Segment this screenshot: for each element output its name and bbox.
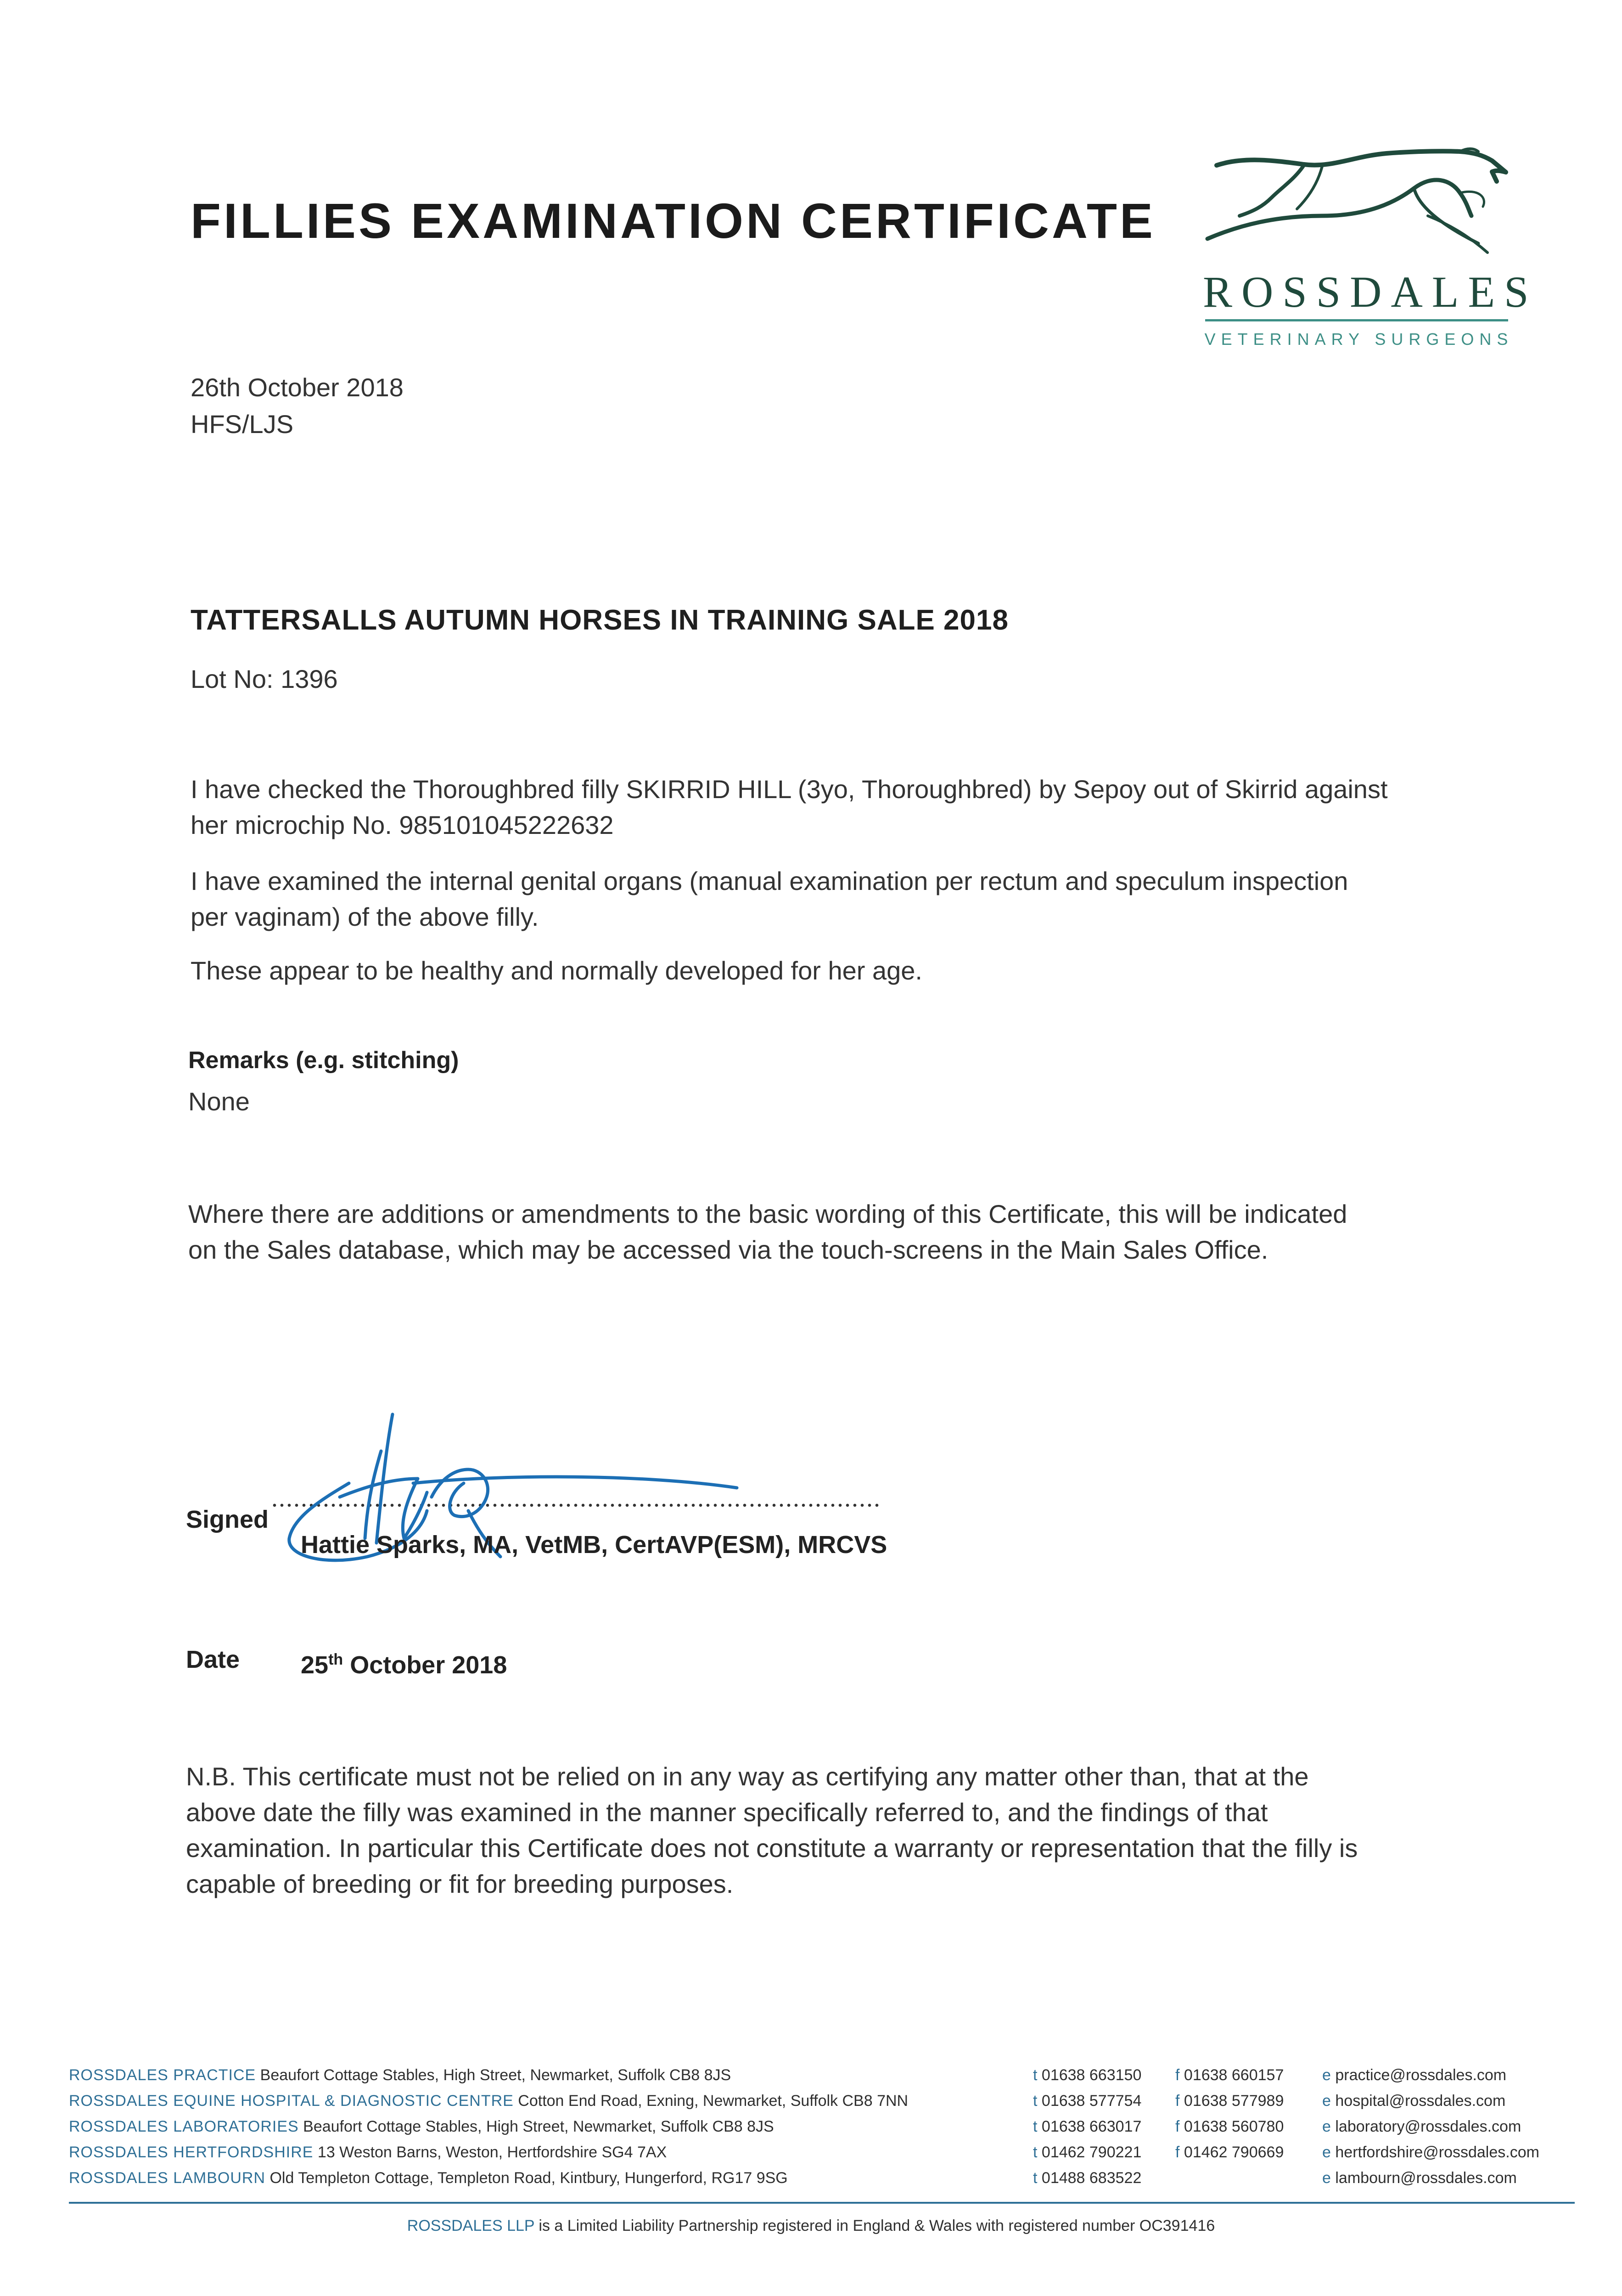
footer-row-email[interactable]: hertfordshire@rossdales.com <box>1335 2144 1539 2161</box>
footer-row: ROSSDALES LABORATORIES Beaufort Cottage Stables, High Street, Newmarket, Suffolk CB8 8JS t 01638 663017 f 01638 560780 e laboratory@rossdales.com <box>69 2118 1521 2135</box>
footer-row-tel: 01638 577754 <box>1041 2092 1142 2110</box>
footer-divider <box>69 2202 1575 2204</box>
footer-row-name: ROSSDALES HERTFORDSHIRE <box>69 2144 314 2161</box>
footer-row-name: ROSSDALES EQUINE HOSPITAL & DIAGNOSTIC CENTRE <box>69 2092 514 2110</box>
nb-line3: examination. In particular this Certificate does not constitute a warranty or representation that the filly is <box>186 1834 1358 1863</box>
galloping-horse-icon <box>1203 147 1538 358</box>
footer-row-fax: 01462 790669 <box>1184 2144 1284 2161</box>
footer-row-name: ROSSDALES PRACTICE <box>69 2066 256 2084</box>
amendments-line2: on the Sales database, which may be accessed via the touch-screens in the Main Sales Office. <box>188 1235 1268 1264</box>
signed-label: Signed <box>186 1506 269 1533</box>
footer-row-email[interactable]: practice@rossdales.com <box>1335 2066 1507 2084</box>
remarks-value: None <box>188 1087 250 1116</box>
footer-row-tel: 01638 663017 <box>1041 2118 1142 2135</box>
sale-heading: TATTERSALLS AUTUMN HORSES IN TRAINING SALE 2018 <box>191 604 1009 636</box>
footer-row-address: Cotton End Road, Exning, Newmarket, Suffolk CB8 7NN <box>518 2092 909 2110</box>
nb-line1: N.B. This certificate must not be relied on in any way as certifying any matter other than, that at the <box>186 1762 1309 1791</box>
footer-row-fax: 01638 660157 <box>1184 2066 1284 2084</box>
page-title: FILLIES EXAMINATION CERTIFICATE <box>191 193 1156 248</box>
footer-legal-name: ROSSDALES LLP <box>407 2217 534 2234</box>
footer-row-tel: 01488 683522 <box>1041 2169 1142 2187</box>
footer-row: ROSSDALES EQUINE HOSPITAL & DIAGNOSTIC CENTRE Cotton End Road, Exning, Newmarket, Suffolk CB8 7NN t 01638 577754 f 01638 577989 e hospital@rossdales.com <box>69 2092 1506 2110</box>
para3: These appear to be healthy and normally developed for her age. <box>191 956 922 985</box>
footer-legal-text: is a Limited Liability Partnership registered in England & Wales with registered number OC391416 <box>539 2217 1215 2234</box>
date-rest: October 2018 <box>350 1651 507 1679</box>
footer-row-address: Old Templeton Cottage, Templeton Road, Kintbury, Hungerford, RG17 9SG <box>269 2169 788 2187</box>
signatory-name: Hattie Sparks, MA, VetMB, CertAVP(ESM), MRCVS <box>301 1531 887 1559</box>
letter-reference: HFS/LJS <box>191 410 294 439</box>
nb-line4: capable of breeding or fit for breeding purposes. <box>186 1869 734 1898</box>
footer-row: ROSSDALES PRACTICE Beaufort Cottage Stables, High Street, Newmarket, Suffolk CB8 8JS t 01638 663150 f 01638 660157 e practice@rossdales.com <box>69 2066 1507 2084</box>
footer-row-address: Beaufort Cottage Stables, High Street, Newmarket, Suffolk CB8 8JS <box>260 2066 731 2084</box>
para1-line1: I have checked the Thoroughbred filly SKIRRID HILL (3yo, Thoroughbred) by Sepoy out of Skirrid against <box>191 775 1388 804</box>
para1-line2: her microchip No. 985101045222632 <box>191 810 614 839</box>
letter-date: 26th October 2018 <box>191 373 404 402</box>
footer-row-email[interactable]: laboratory@rossdales.com <box>1335 2118 1521 2135</box>
logo-wordmark: ROSSDALES <box>1203 267 1538 316</box>
para2-line1: I have examined the internal genital organs (manual examination per rectum and speculum inspection <box>191 867 1348 895</box>
date-signed <box>301 1642 507 1683</box>
footer-row-email[interactable]: hospital@rossdales.com <box>1335 2092 1506 2110</box>
date-suffix: th <box>328 1651 343 1668</box>
footer-row-address: Beaufort Cottage Stables, High Street, Newmarket, Suffolk CB8 8JS <box>303 2118 774 2135</box>
footer-row-email[interactable]: lambourn@rossdales.com <box>1335 2169 1517 2187</box>
date-label: Date <box>186 1646 240 1673</box>
footer-row-tel: 01638 663150 <box>1041 2066 1142 2084</box>
footer-row-tel: 01462 790221 <box>1041 2144 1142 2161</box>
footer-row: ROSSDALES LAMBOURN Old Templeton Cottage, Templeton Road, Kintbury, Hungerford, RG17 9SG t 01488 683522 e lambourn@rossdales.com <box>69 2169 1517 2187</box>
footer-row-fax: 01638 560780 <box>1184 2118 1284 2135</box>
footer-row: ROSSDALES HERTFORDSHIRE 13 Weston Barns, Weston, Hertfordshire SG4 7AX t 01462 790221 f 01462 790669 e hertfordshire@rossdales.com <box>69 2144 1539 2161</box>
date-day: 25 <box>301 1651 329 1679</box>
footer-row-name: ROSSDALES LAMBOURN <box>69 2169 265 2187</box>
footer-row-address: 13 Weston Barns, Weston, Hertfordshire SG4 7AX <box>317 2144 667 2161</box>
footer-row-name: ROSSDALES LABORATORIES <box>69 2118 299 2135</box>
footer-row-fax: 01638 577989 <box>1184 2092 1284 2110</box>
lot-number: Lot No: 1396 <box>191 664 338 693</box>
nb-line2: above date the filly was examined in the manner specifically referred to, and the findings of that <box>186 1798 1268 1827</box>
amendments-line1: Where there are additions or amendments to the basic wording of this Certificate, this will be indicated <box>188 1199 1347 1228</box>
logo-divider <box>1205 319 1508 321</box>
remarks-label: Remarks (e.g. stitching) <box>188 1047 459 1074</box>
footer-legal <box>0 2217 1622 2235</box>
logo-tagline: VETERINARY SURGEONS <box>1204 330 1514 349</box>
para2-line2: per vaginam) of the above filly. <box>191 902 539 931</box>
